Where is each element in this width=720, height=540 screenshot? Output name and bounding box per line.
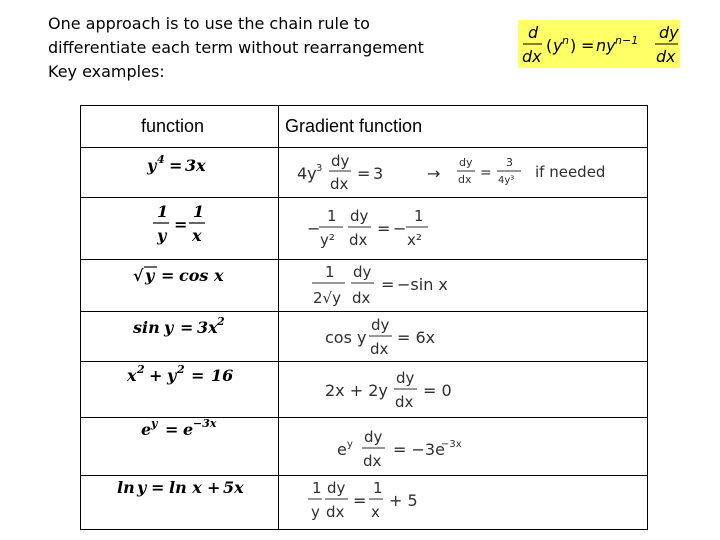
svg-text:+ 5: + 5 xyxy=(389,490,418,510)
svg-text:n−1: n−1 xyxy=(615,34,639,47)
svg-text:3x: 3x xyxy=(185,155,206,175)
gradient-cell xyxy=(279,260,648,312)
svg-text:= −3e: = −3e xyxy=(393,439,445,459)
svg-text:4y³: 4y³ xyxy=(498,174,515,186)
svg-text:2: 2 xyxy=(177,362,185,376)
svg-text:n: n xyxy=(562,34,569,47)
intro-line-2: differentiate each term without rearrangement xyxy=(48,38,424,57)
svg-text:dy: dy xyxy=(353,262,372,281)
svg-text:−: − xyxy=(393,218,407,238)
svg-text:ny: ny xyxy=(596,36,616,55)
svg-text:+: + xyxy=(149,365,163,385)
if-needed-note: if needed xyxy=(535,162,606,181)
svg-text:=: = xyxy=(165,419,179,439)
svg-text:=: = xyxy=(161,265,175,285)
svg-text:y: y xyxy=(553,36,563,55)
svg-text:1: 1 xyxy=(325,262,335,281)
svg-text:y: y xyxy=(147,155,157,175)
svg-text:4: 4 xyxy=(157,152,165,166)
svg-text:e: e xyxy=(337,439,347,459)
svg-text:y²: y² xyxy=(320,230,335,249)
function-sqrty-cosx xyxy=(81,261,277,311)
function-1y-1x xyxy=(81,199,277,259)
svg-text:dy: dy xyxy=(364,427,383,446)
gradient-sqrty xyxy=(279,261,646,311)
intro-line-1: One approach is to use the chain rule to xyxy=(48,14,370,33)
svg-text:= 0: = 0 xyxy=(423,380,452,400)
svg-text:x²: x² xyxy=(407,230,422,249)
svg-text:1: 1 xyxy=(193,201,205,221)
svg-text:d: d xyxy=(528,23,539,42)
table-row xyxy=(81,362,648,418)
svg-text:−: − xyxy=(307,218,321,238)
svg-text:x: x xyxy=(192,225,202,245)
svg-text:dx: dx xyxy=(330,174,349,193)
intro-text xyxy=(48,12,468,84)
svg-text:dx: dx xyxy=(363,451,382,470)
svg-text:1: 1 xyxy=(312,478,322,497)
table-row xyxy=(81,418,648,476)
svg-text:→: → xyxy=(427,163,441,183)
svg-text:+: + xyxy=(207,477,221,497)
svg-text:=: = xyxy=(480,164,492,181)
svg-text:dy: dy xyxy=(396,368,415,387)
svg-text:y: y xyxy=(167,365,177,385)
svg-text:3: 3 xyxy=(373,163,384,183)
table-row xyxy=(81,312,648,362)
svg-text:y: y xyxy=(311,502,320,521)
table-row xyxy=(81,476,648,530)
svg-text:−3x: −3x xyxy=(441,438,462,450)
function-cell xyxy=(81,476,279,530)
function-cell xyxy=(81,362,279,418)
table-row xyxy=(81,260,648,312)
gradient-cell xyxy=(279,418,648,476)
svg-text:sin: sin xyxy=(133,317,160,337)
gradient-lny xyxy=(279,477,646,529)
function-cell xyxy=(81,198,279,260)
svg-text:=: = xyxy=(381,274,395,294)
svg-text:dy: dy xyxy=(659,23,679,42)
gradient-siny xyxy=(279,313,646,361)
svg-text:): ) xyxy=(570,36,577,55)
svg-text:1: 1 xyxy=(414,206,424,225)
function-cell xyxy=(81,260,279,312)
function-cell xyxy=(81,418,279,476)
svg-text:4y: 4y xyxy=(297,163,317,183)
chain-rule-formula xyxy=(518,20,680,68)
gradient-cell xyxy=(279,148,648,198)
svg-text:dy: dy xyxy=(327,478,346,497)
svg-text:3: 3 xyxy=(506,155,513,169)
svg-text:e: e xyxy=(183,419,194,439)
svg-text:dx: dx xyxy=(395,392,414,411)
svg-text:y: y xyxy=(151,418,158,430)
svg-text:y: y xyxy=(137,477,147,497)
svg-text:=: = xyxy=(180,317,194,337)
svg-text:2√y: 2√y xyxy=(313,288,341,307)
svg-text:dx: dx xyxy=(370,339,389,358)
function-siny-3x2 xyxy=(81,313,277,361)
svg-text:y: y xyxy=(157,225,167,245)
gradient-ey xyxy=(279,419,646,475)
svg-text:=: = xyxy=(174,214,188,234)
svg-text:3x: 3x xyxy=(197,317,218,337)
gradient-1y xyxy=(279,199,646,259)
svg-text:= 6x: = 6x xyxy=(397,327,436,347)
gradient-cell xyxy=(279,362,648,418)
svg-text:−sin x: −sin x xyxy=(397,274,448,294)
function-x2-y2-16 xyxy=(81,363,277,417)
svg-text:ln x: ln x xyxy=(169,477,202,497)
svg-text:y: y xyxy=(347,438,353,450)
svg-text:cos y: cos y xyxy=(325,327,367,347)
svg-text:dx: dx xyxy=(458,172,472,186)
header-function: function xyxy=(81,106,279,148)
function-ey-e3x xyxy=(81,419,277,475)
svg-text:ln: ln xyxy=(117,477,135,497)
header-gradient: Gradient function xyxy=(279,106,648,148)
svg-text:√: √ xyxy=(133,265,144,285)
svg-text:1: 1 xyxy=(373,478,383,497)
gradient-cell xyxy=(279,312,648,362)
svg-text:2: 2 xyxy=(217,314,225,328)
svg-text:(: ( xyxy=(546,36,553,55)
svg-text:=: = xyxy=(169,155,183,175)
function-cell xyxy=(81,312,279,362)
svg-text:x: x xyxy=(127,365,137,385)
svg-text:16: 16 xyxy=(211,365,234,385)
gradient-x2y2 xyxy=(279,363,646,417)
svg-text:y: y xyxy=(145,265,155,285)
function-cell xyxy=(81,148,279,198)
function-y4-3x xyxy=(81,149,277,197)
svg-text:e: e xyxy=(141,419,152,439)
svg-text:1: 1 xyxy=(157,201,169,221)
svg-text:dx: dx xyxy=(349,230,368,249)
table-row xyxy=(81,148,648,198)
table-row xyxy=(81,198,648,260)
gradient-cell xyxy=(279,198,648,260)
svg-text:−3x: −3x xyxy=(193,418,217,430)
examples-table xyxy=(80,105,648,530)
svg-text:dx: dx xyxy=(326,502,345,521)
svg-text:5x: 5x xyxy=(223,477,244,497)
svg-text:=: = xyxy=(353,490,367,510)
svg-text:dx: dx xyxy=(522,47,542,66)
svg-text:dy: dy xyxy=(371,315,390,334)
svg-text:x: x xyxy=(371,502,380,521)
svg-text:2x + 2y: 2x + 2y xyxy=(325,380,388,400)
svg-text:cos x: cos x xyxy=(179,265,224,285)
svg-text:3: 3 xyxy=(316,162,323,174)
svg-text:2: 2 xyxy=(137,362,145,376)
svg-text:=: = xyxy=(377,218,391,238)
svg-text:dx: dx xyxy=(352,288,371,307)
svg-text:=: = xyxy=(581,36,595,55)
gradient-y4 xyxy=(279,149,646,197)
svg-text:y: y xyxy=(164,317,174,337)
svg-text:=: = xyxy=(151,477,165,497)
intro-line-3: Key examples: xyxy=(48,62,165,81)
svg-text:1: 1 xyxy=(327,206,337,225)
table-header-row xyxy=(81,106,648,148)
svg-text:dy: dy xyxy=(459,155,473,169)
chain-rule-formula-svg xyxy=(518,20,680,68)
gradient-cell xyxy=(279,476,648,530)
function-lny-lnx-5x xyxy=(81,477,277,529)
svg-text:=: = xyxy=(191,365,205,385)
svg-text:dy: dy xyxy=(331,151,350,170)
svg-text:dy: dy xyxy=(350,206,369,225)
svg-text:dx: dx xyxy=(656,47,676,66)
svg-text:=: = xyxy=(357,163,371,183)
